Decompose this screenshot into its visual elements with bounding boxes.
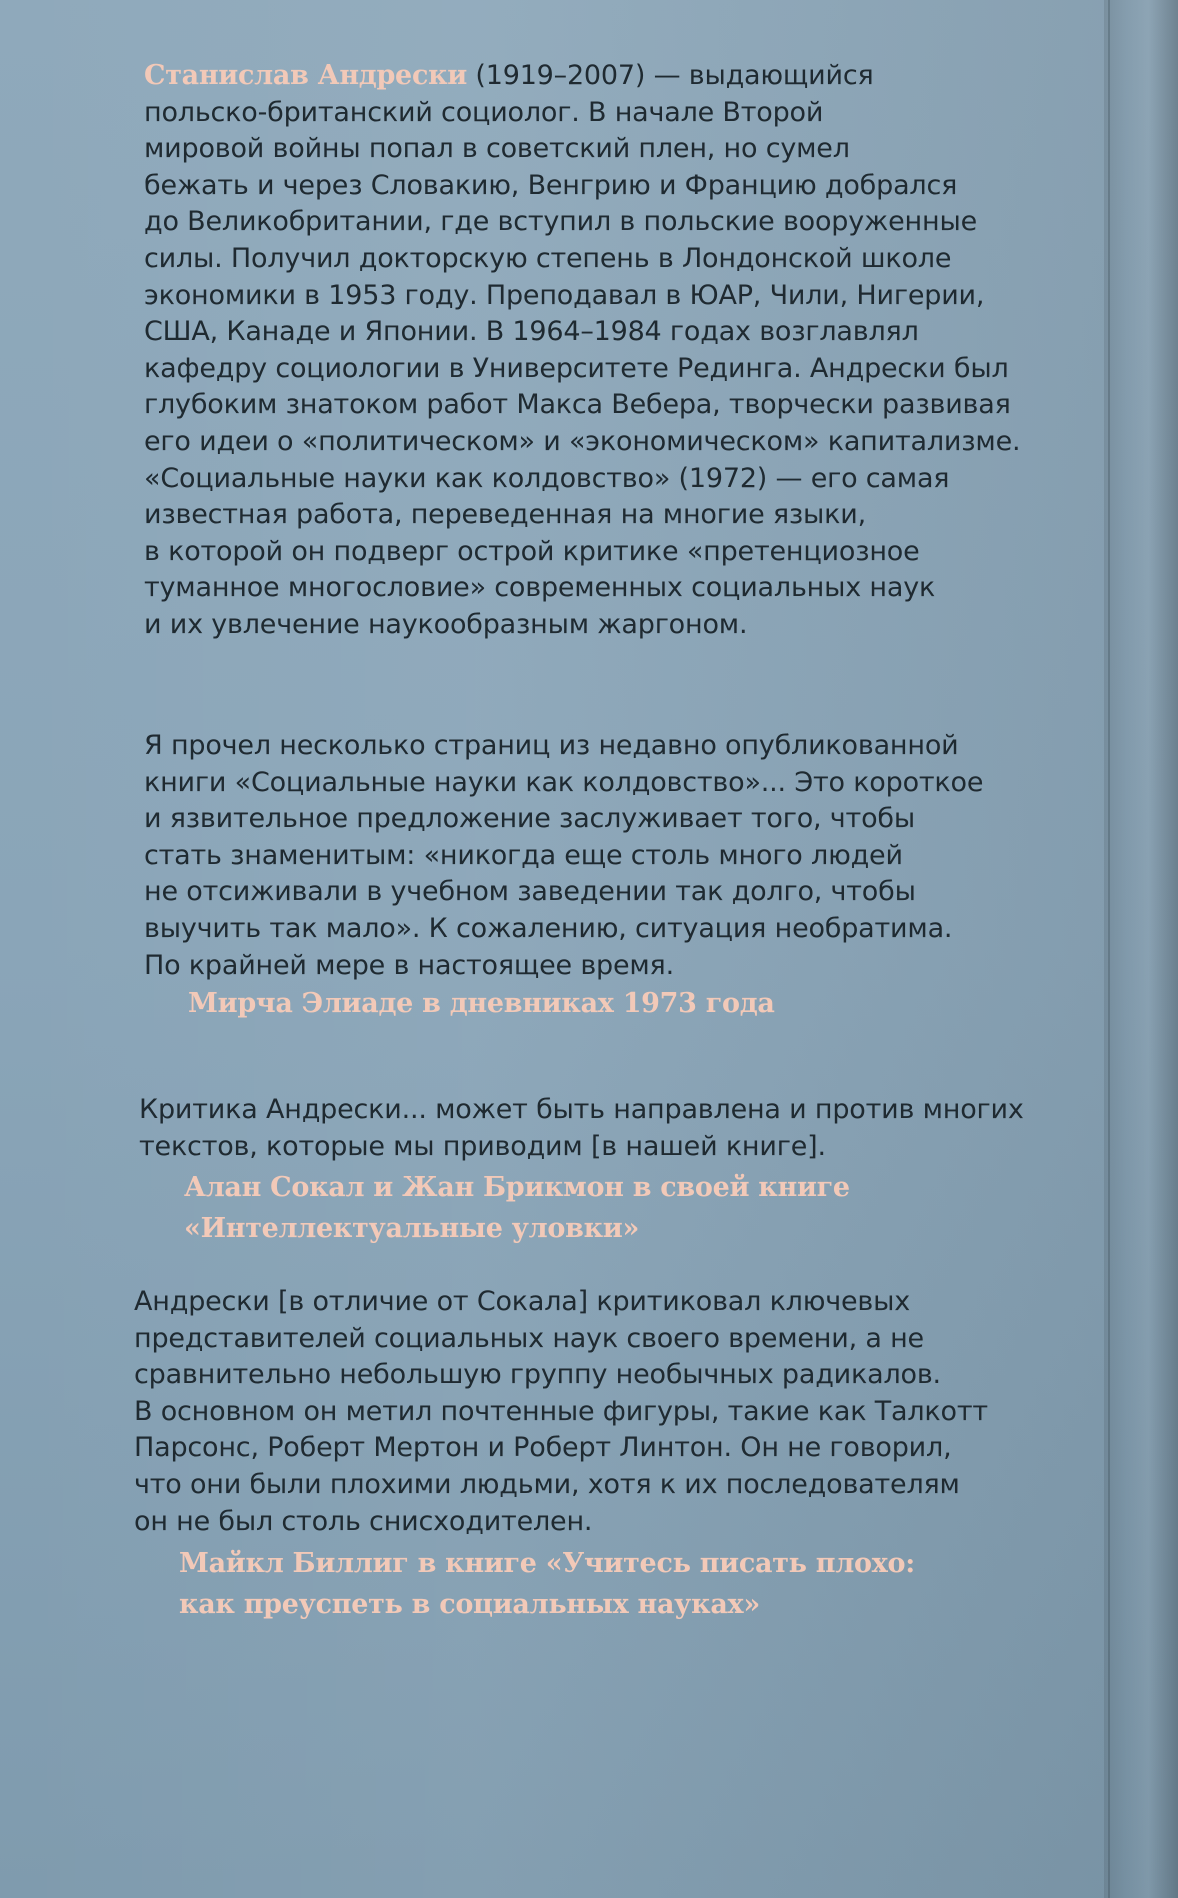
bio-line: туманное многословие» современных социальных наук	[144, 572, 936, 604]
quote-line: Парсонс, Роберт Мертон и Роберт Линтон. Он не говорил,	[134, 1432, 952, 1464]
bio-line: известная работа, переведенная на многие языки,	[144, 499, 867, 531]
spine-fold-line	[1108, 0, 1110, 1898]
quote-eliade	[144, 728, 1044, 984]
bio-line: его идеи о «политическом» и «экономическом» капитализме.	[144, 425, 1021, 457]
bio-line: до Великобритании, где вступил в польские вооруженные	[144, 206, 977, 238]
bio-line: и их увлечение наукообразным жаргоном.	[144, 608, 748, 640]
bio-line: глубоким знатоком работ Макса Вебера, творчески развивая	[144, 389, 1011, 421]
quote-line: сравнительно небольшую группу необычных радикалов.	[134, 1359, 941, 1391]
quote-line: стать знаменитым: «никогда еще столь много людей	[144, 839, 903, 871]
bio-line: «Социальные науки как колдовство» (1972) — его самая	[144, 462, 950, 494]
quote-line: выучить так мало». К сожалению, ситуация необратима.	[144, 912, 953, 944]
bio-line: польско-британский социолог. В начале Второй	[144, 96, 824, 128]
bio-line: силы. Получил докторскую степень в Лондонской школе	[144, 242, 952, 274]
bio-line: Станислав Андрески (1919–2007) — выдающийся	[144, 60, 874, 91]
bio-line: бежать и через Словакию, Венгрию и Францию добрался	[144, 169, 958, 201]
author-bio	[144, 58, 1044, 644]
quote-line: Критика Андрески... может быть направлена и против многих	[139, 1094, 1024, 1125]
quote-line: Андрески [в отличие от Сокала] критиковал ключевых	[134, 1286, 911, 1317]
bio-line: в которой он подверг острой критике «претенциозное	[144, 535, 920, 567]
quote-billig	[134, 1284, 1034, 1540]
quote-line: текстов, которые мы приводим [в нашей книге].	[139, 1130, 826, 1162]
author-name: Станислав Андрески	[144, 60, 468, 91]
attribution-line: Алан Сокал и Жан Брикмон в своей книге	[184, 1172, 850, 1203]
quote-line: не отсиживали в учебном заведении так долго, чтобы	[144, 876, 916, 908]
attribution-line: как преуспеть в социальных науках»	[179, 1589, 760, 1620]
quote-line: представителей социальных наук своего времени, а не	[134, 1322, 924, 1354]
quote-attribution-sokal-bricmont	[184, 1167, 850, 1249]
book-spine-edge	[1104, 0, 1178, 1898]
quote-line: Я прочел несколько страниц из недавно опубликованной	[144, 730, 959, 761]
bio-line: США, Канаде и Японии. В 1964–1984 годах возглавлял	[144, 316, 919, 348]
quote-line: книги «Социальные науки как колдовство»... Это короткое	[144, 766, 984, 798]
bio-line: мировой войны попал в советский плен, но сумел	[144, 133, 850, 165]
quote-sokal-bricmont	[139, 1092, 1039, 1165]
attribution-line: «Интеллектуальные уловки»	[184, 1213, 640, 1244]
quote-line: В основном он метил почтенные фигуры, такие как Талкотт	[134, 1395, 988, 1427]
attribution-line: Мирча Элиаде в дневниках 1973 года	[188, 988, 775, 1019]
quote-attribution-eliade	[188, 983, 775, 1024]
quote-line: и язвительное предложение заслуживает того, чтобы	[144, 803, 915, 835]
attribution-line: Майкл Биллиг в книге «Учитесь писать плохо:	[179, 1548, 915, 1579]
quote-line: что они были плохими людьми, хотя к их последователям	[134, 1468, 960, 1500]
quote-line: По крайней мере в настоящее время.	[144, 949, 674, 981]
bio-line: кафедру социологии в Университете Рединга. Андрески был	[144, 352, 1009, 384]
quote-attribution-billig	[179, 1543, 915, 1625]
quote-line: он не был столь снисходителен.	[134, 1505, 593, 1537]
bio-line: экономики в 1953 году. Преподавал в ЮАР, Чили, Нигерии,	[144, 279, 985, 311]
